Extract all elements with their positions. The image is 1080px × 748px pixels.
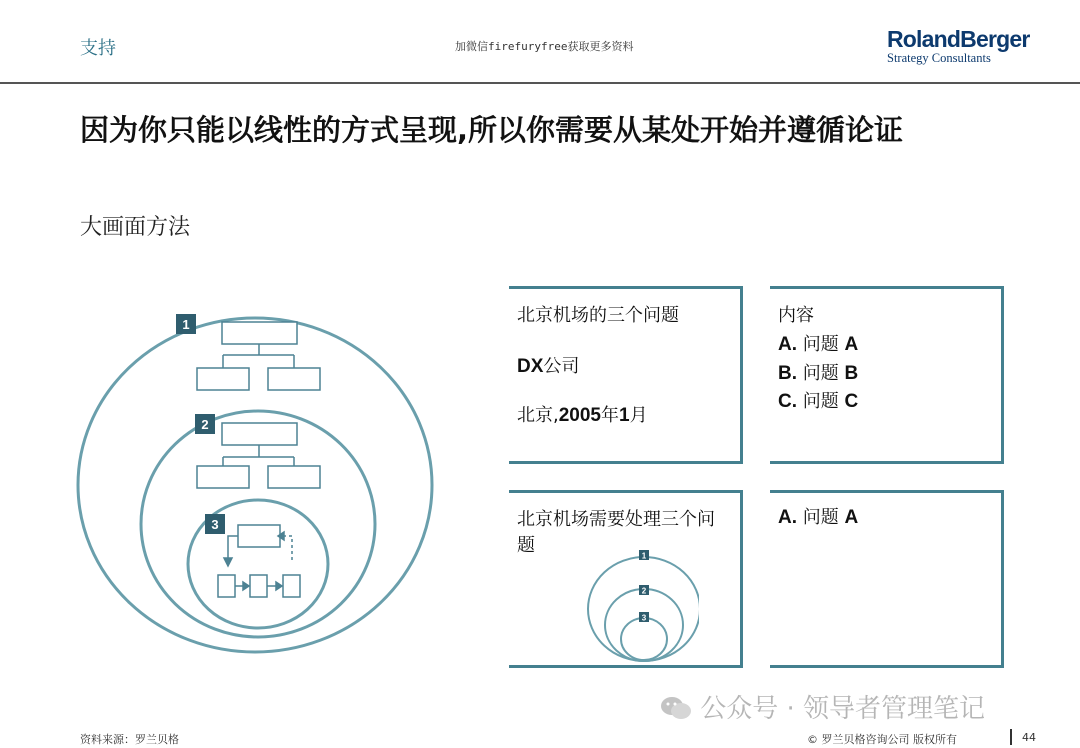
cover-panel	[509, 286, 743, 464]
item-b-text: 问题	[802, 363, 839, 384]
problems-text: 北京机场需要处理三个问题	[517, 509, 715, 556]
logo-tagline: Strategy Consultants	[887, 51, 991, 65]
item-a-letter: A.	[778, 334, 797, 355]
page-number: 44	[1022, 731, 1036, 744]
header-divider	[0, 82, 1080, 84]
footer-separator	[1010, 729, 1012, 745]
cover-title: 北京机场的三个问题	[517, 305, 679, 326]
detail-text: 问题	[802, 507, 839, 528]
contents-heading: 内容	[778, 305, 814, 326]
item-c-tag: C	[844, 391, 859, 412]
problems-panel	[509, 490, 743, 668]
mini-badge-1: 1	[641, 551, 647, 561]
cover-year: 2005	[558, 405, 602, 426]
contents-item-c	[778, 389, 858, 415]
org-chart-2	[197, 423, 320, 488]
footer-source: 资料来源：罗兰贝格	[80, 733, 179, 746]
badge-3-label: 3	[211, 517, 219, 532]
cover-year-unit: 年	[601, 405, 620, 426]
contents-item-a	[778, 332, 858, 358]
item-b-letter: B.	[778, 363, 797, 384]
cover-city: 北京,	[517, 405, 559, 426]
slide-subtitle: 大画面方法	[80, 215, 191, 240]
contents-item-b	[778, 361, 858, 387]
org-chart-1	[197, 322, 320, 390]
logo-wordmark: RolandBerger	[887, 26, 1030, 52]
detail-panel	[770, 490, 1004, 668]
cover-month-unit: 月	[629, 405, 648, 426]
mini-badge-3: 3	[641, 613, 647, 623]
footer-copyright: © 罗兰贝格咨询公司 版权所有	[807, 733, 957, 746]
badge-1	[176, 314, 196, 334]
mini-badge-2: 2	[641, 586, 647, 596]
cover-company-code: DX	[517, 356, 544, 377]
cover-date	[517, 403, 648, 429]
cover-company	[517, 354, 579, 380]
header-note: 加微信firefuryfree获取更多资料	[455, 40, 634, 53]
badge-3	[205, 514, 225, 534]
item-b-tag: B	[844, 363, 859, 384]
section-label: 支持	[80, 38, 116, 59]
detail-tag: A	[844, 507, 859, 528]
process-flow	[218, 525, 300, 597]
item-a-tag: A	[844, 334, 859, 355]
item-c-letter: C.	[778, 391, 797, 412]
watermark	[660, 688, 985, 725]
roland-berger-logo	[887, 27, 1029, 65]
item-a-text: 问题	[802, 334, 839, 355]
nested-circles-diagram	[70, 300, 450, 660]
mini-circles-diagram	[579, 543, 699, 663]
badge-2	[195, 414, 215, 434]
detail-heading	[778, 505, 858, 531]
watermark-text: 公众号 · 领导者管理笔记	[700, 694, 986, 724]
cover-company-suffix: 公司	[543, 356, 580, 377]
badge-1-label: 1	[182, 317, 190, 332]
item-c-text: 问题	[802, 391, 839, 412]
cover-month: 1	[619, 405, 630, 426]
slide-title: 因为你只能以线性的方式呈现,所以你需要从某处开始并遵循论证	[80, 113, 904, 147]
contents-panel	[770, 286, 1004, 464]
badge-2-label: 2	[201, 417, 209, 432]
detail-letter: A.	[778, 507, 797, 528]
wechat-icon	[660, 695, 692, 721]
outer-ring	[78, 318, 432, 652]
